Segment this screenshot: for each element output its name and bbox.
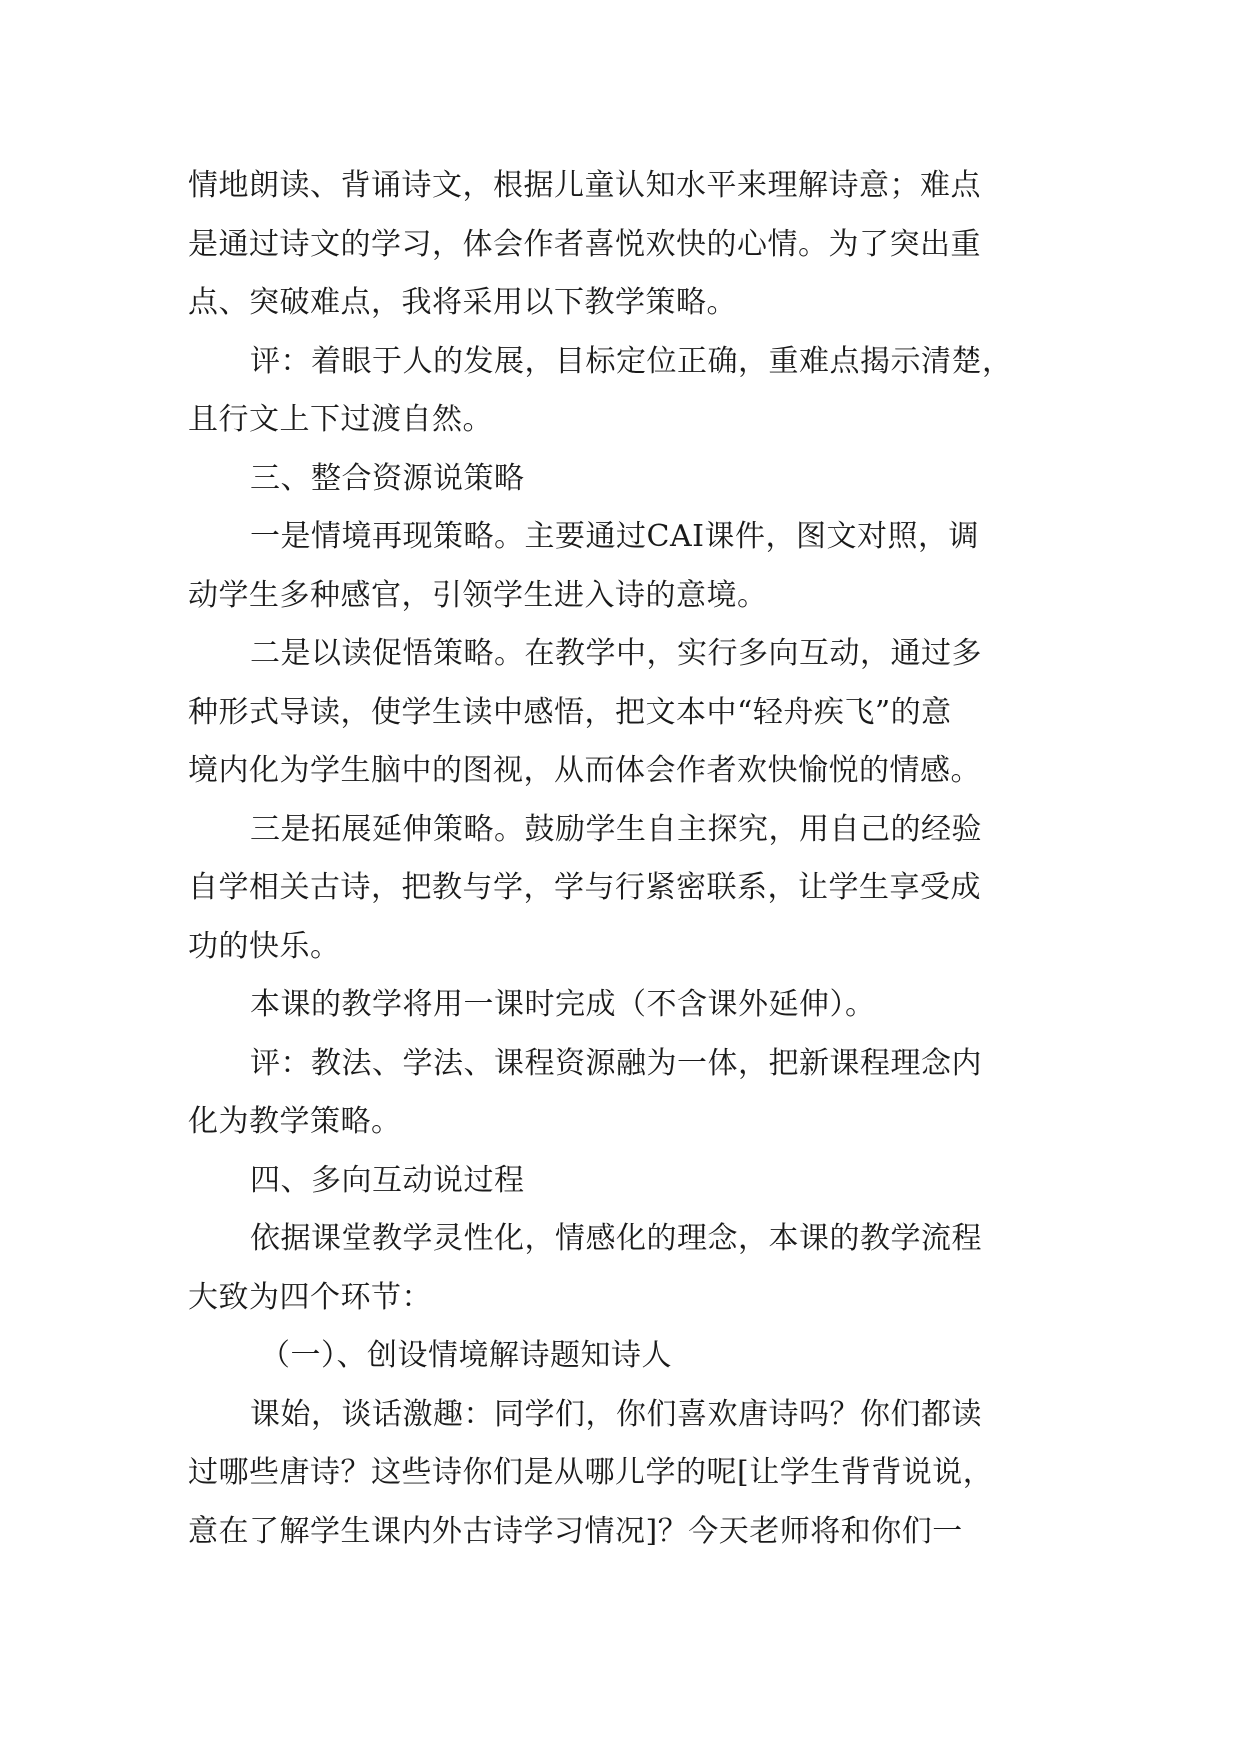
text-line: 意在了解学生课内外古诗学习情况]？今天老师将和你们一 xyxy=(188,1513,963,1549)
document-body xyxy=(188,157,1058,1561)
text-line: 依据课堂教学灵性化，情感化的理念，本课的教学流程 xyxy=(250,1221,982,1256)
text-line: 过哪些唐诗？这些诗你们是从哪儿学的呢[让学生背背说说， xyxy=(188,1455,994,1490)
text-line: 二是以读促悟策略。在教学中，实行多向互动，通过多 xyxy=(250,636,982,671)
text-line: 三是拓展延伸策略。鼓励学生自主探究，用自己的经验 xyxy=(250,811,982,847)
text-line: 境内化为学生脑中的图视，从而体会作者欢快愉悦的情感。 xyxy=(188,753,981,788)
text-line: 本课的教学将用一课时完成（不含课外延伸）。 xyxy=(250,987,876,1022)
text-line: 是通过诗文的学习，体会作者喜悦欢快的心情。为了突出重 xyxy=(188,226,981,262)
text-line: 化为教学策略。 xyxy=(188,1104,402,1139)
section-heading: 三、整合资源说策略 xyxy=(250,460,525,496)
text-line: 课始，谈话激趣：同学们，你们喜欢唐诗吗？你们都读 xyxy=(250,1396,982,1432)
subsection-heading: （一）、创设情境解诗题知诗人 xyxy=(260,1338,672,1373)
text-line: 且行文上下过渡自然。 xyxy=(188,402,493,437)
comment-line: 评：着眼于人的发展，目标定位正确，重难点揭示清楚， xyxy=(250,343,1013,379)
text-line: 点、突破难点，我将采用以下教学策略。 xyxy=(188,285,737,320)
text-line: 功的快乐。 xyxy=(188,928,341,964)
text-line: 一是情境再现策略。主要通过CAI课件，图文对照，调 xyxy=(250,519,979,554)
text-line: 自学相关古诗，把教与学，学与行紧密联系，让学生享受成 xyxy=(188,870,981,905)
comment-line: 评：教法、学法、课程资源融为一体，把新课程理念内 xyxy=(250,1045,982,1081)
section-heading: 四、多向互动说过程 xyxy=(250,1162,525,1198)
text-line: 大致为四个环节： xyxy=(188,1279,432,1315)
text-line: 动学生多种感官，引领学生进入诗的意境。 xyxy=(188,577,768,613)
text-line: 种形式导读，使学生读中感悟，把文本中“轻舟疾飞”的意 xyxy=(188,694,952,730)
text-line: 情地朗读、背诵诗文，根据儿童认知水平来理解诗意；难点 xyxy=(188,168,981,203)
